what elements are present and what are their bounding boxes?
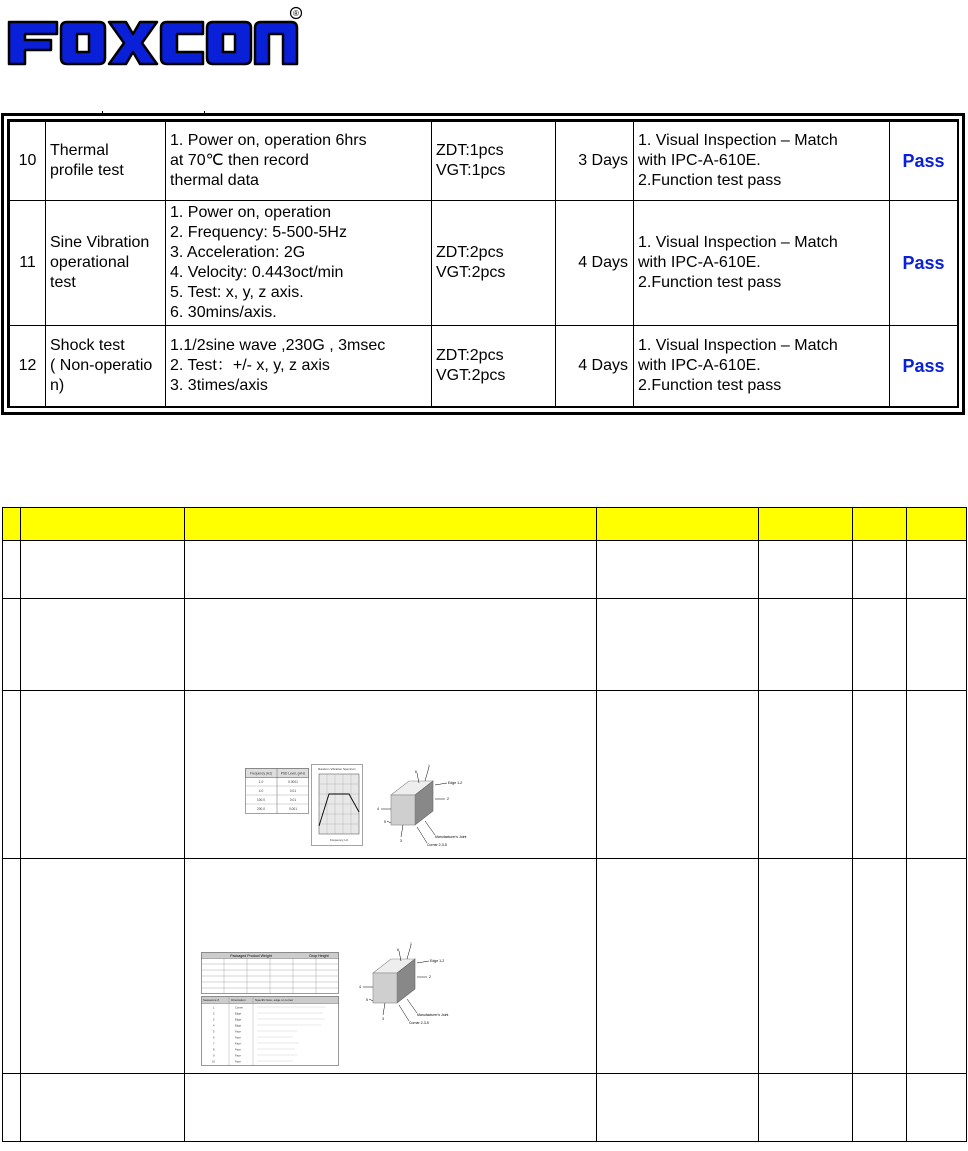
svg-text:Frequency, Hz: Frequency, Hz — [330, 838, 348, 842]
table-row — [3, 599, 967, 691]
test-condition: 1. Power on, operation 6hrs at 70℃ then record thermal data — [166, 122, 432, 201]
svg-text:Random Vibration Spectrum: Random Vibration Spectrum — [318, 767, 356, 771]
svg-text:2: 2 — [429, 975, 431, 979]
svg-text:Manufacturer's Joint: Manufacturer's Joint — [435, 835, 467, 839]
pass-criteria: 1. Visual Inspection – Match with IPC-A-610E. 2.Function test pass — [634, 201, 890, 326]
vibration-figure — [185, 691, 596, 858]
svg-text:Edge: Edge — [235, 1018, 242, 1022]
sample-quantity: ZDT:2pcs VGT:2pcs — [432, 201, 556, 326]
svg-text:2: 2 — [447, 797, 449, 801]
svg-text:6: 6 — [213, 1036, 215, 1040]
svg-text:6: 6 — [415, 770, 417, 774]
svg-text:Face: Face — [235, 1030, 241, 1034]
svg-text:0.01: 0.01 — [289, 798, 297, 802]
svg-text:Specific face, edge or corner: Specific face, edge or corner — [255, 998, 294, 1002]
svg-text:6: 6 — [397, 948, 399, 952]
table-row — [10, 201, 958, 326]
logo-text: FOXCONN — [155, 46, 160, 47]
svg-text:1: 1 — [213, 1006, 215, 1010]
svg-text:Face: Face — [235, 1060, 241, 1064]
svg-text:Corner: Corner — [235, 1006, 243, 1010]
svg-text:3: 3 — [400, 839, 402, 843]
registered-mark: ® — [293, 9, 299, 18]
svg-text:9: 9 — [213, 1054, 215, 1058]
table-row — [10, 326, 958, 407]
drop-cube-diagram — [349, 941, 461, 1027]
svg-text:3: 3 — [382, 1017, 384, 1021]
svg-text:5: 5 — [384, 820, 386, 824]
svg-text:100.0: 100.0 — [257, 798, 265, 802]
pass-criteria: 1. Visual Inspection – Match with IPC-A-610E. 2.Function test pass — [634, 122, 890, 201]
svg-text:Orientation: Orientation — [231, 998, 246, 1002]
svg-text:10: 10 — [212, 1060, 215, 1064]
table-row — [10, 122, 958, 201]
svg-text:7: 7 — [213, 1042, 215, 1046]
svg-text:0.01: 0.01 — [289, 789, 297, 793]
vibration-spectrum-chart — [311, 764, 363, 846]
row-number: 12 — [10, 326, 46, 407]
table-row — [3, 541, 967, 599]
sample-quantity: ZDT:2pcs VGT:2pcs — [432, 326, 556, 407]
svg-text:4: 4 — [213, 1024, 215, 1028]
pass-criteria: 1. Visual Inspection – Match with IPC-A-610E. 2.Function test pass — [634, 326, 890, 407]
svg-text:200.0: 200.0 — [257, 807, 265, 811]
svg-text:Edge: Edge — [235, 1024, 242, 1028]
test-item: Sine Vibration operational test — [46, 201, 166, 326]
test-duration: 4 Days — [556, 326, 634, 407]
svg-text:Edge 1-2: Edge 1-2 — [430, 959, 445, 963]
svg-text:1: 1 — [428, 764, 430, 768]
svg-text:Drop Height: Drop Height — [309, 954, 329, 958]
svg-text:Corner 2-3-5: Corner 2-3-5 — [427, 843, 447, 847]
foxconn-logo — [5, 6, 305, 68]
test-condition: 1. Power on, operation 2. Frequency: 5-500-5Hz 3. Acceleration: 2G 4. Velocity: 0.443oct/min 5. Test: x, y, z axis. 6. 30mins/axis. — [166, 201, 432, 326]
svg-text:3: 3 — [213, 1018, 215, 1022]
test-duration: 4 Days — [556, 201, 634, 326]
table-row — [3, 691, 967, 859]
svg-text:Edge: Edge — [235, 1012, 242, 1016]
svg-text:PSD Level, g²/Hz: PSD Level, g²/Hz — [280, 771, 306, 776]
svg-text:5: 5 — [213, 1030, 215, 1034]
drop-sequence-table — [201, 996, 339, 1066]
test-duration: 3 Days — [556, 122, 634, 201]
svg-text:Edge 1-2: Edge 1-2 — [448, 781, 463, 785]
row-number: 11 — [10, 201, 46, 326]
test-plan-table — [2, 507, 967, 1142]
row-number: 10 — [10, 122, 46, 201]
svg-text:Manufacturer's Joint: Manufacturer's Joint — [417, 1013, 449, 1017]
svg-text:0.001: 0.001 — [289, 807, 297, 811]
svg-text:Frequency (Hz): Frequency (Hz) — [250, 771, 272, 776]
svg-text:5: 5 — [366, 998, 368, 1002]
svg-text:2: 2 — [213, 1012, 215, 1016]
test-result: Pass — [890, 326, 958, 407]
svg-text:1.0: 1.0 — [258, 780, 264, 784]
test-result: Pass — [890, 201, 958, 326]
drop-weight-table — [201, 952, 339, 994]
svg-text:Sequence #: Sequence # — [203, 998, 220, 1002]
psd-table — [245, 768, 309, 814]
table-row — [3, 859, 967, 1074]
svg-text:Corner 2-3-5: Corner 2-3-5 — [409, 1021, 429, 1025]
svg-text:Face: Face — [235, 1048, 241, 1052]
test-result: Pass — [890, 122, 958, 201]
test-condition: 1.1/2sine wave ,230G , 3msec 2. Test：+/- x, y, z axis 3. 3times/axis — [166, 326, 432, 407]
table-header-row — [3, 508, 967, 541]
sample-quantity: ZDT:1pcs VGT:1pcs — [432, 122, 556, 201]
svg-text:1: 1 — [410, 942, 412, 946]
cube-orientation-diagram — [367, 763, 479, 849]
test-results-table — [0, 111, 968, 416]
test-item: Shock test ( Non-operatio n) — [46, 326, 166, 407]
svg-text:0.0001: 0.0001 — [288, 780, 298, 784]
svg-text:Face: Face — [235, 1042, 241, 1046]
svg-text:Face: Face — [235, 1054, 241, 1058]
svg-text:8: 8 — [213, 1048, 215, 1052]
table-row — [3, 1074, 967, 1142]
svg-text:4.0: 4.0 — [258, 789, 264, 793]
svg-text:Face: Face — [235, 1036, 241, 1040]
svg-text:4: 4 — [359, 985, 361, 989]
svg-text:Packaged Product Weight: Packaged Product Weight — [230, 954, 272, 958]
svg-text:4: 4 — [377, 807, 379, 811]
test-item: Thermal profile test — [46, 122, 166, 201]
drop-figure — [185, 859, 596, 1073]
